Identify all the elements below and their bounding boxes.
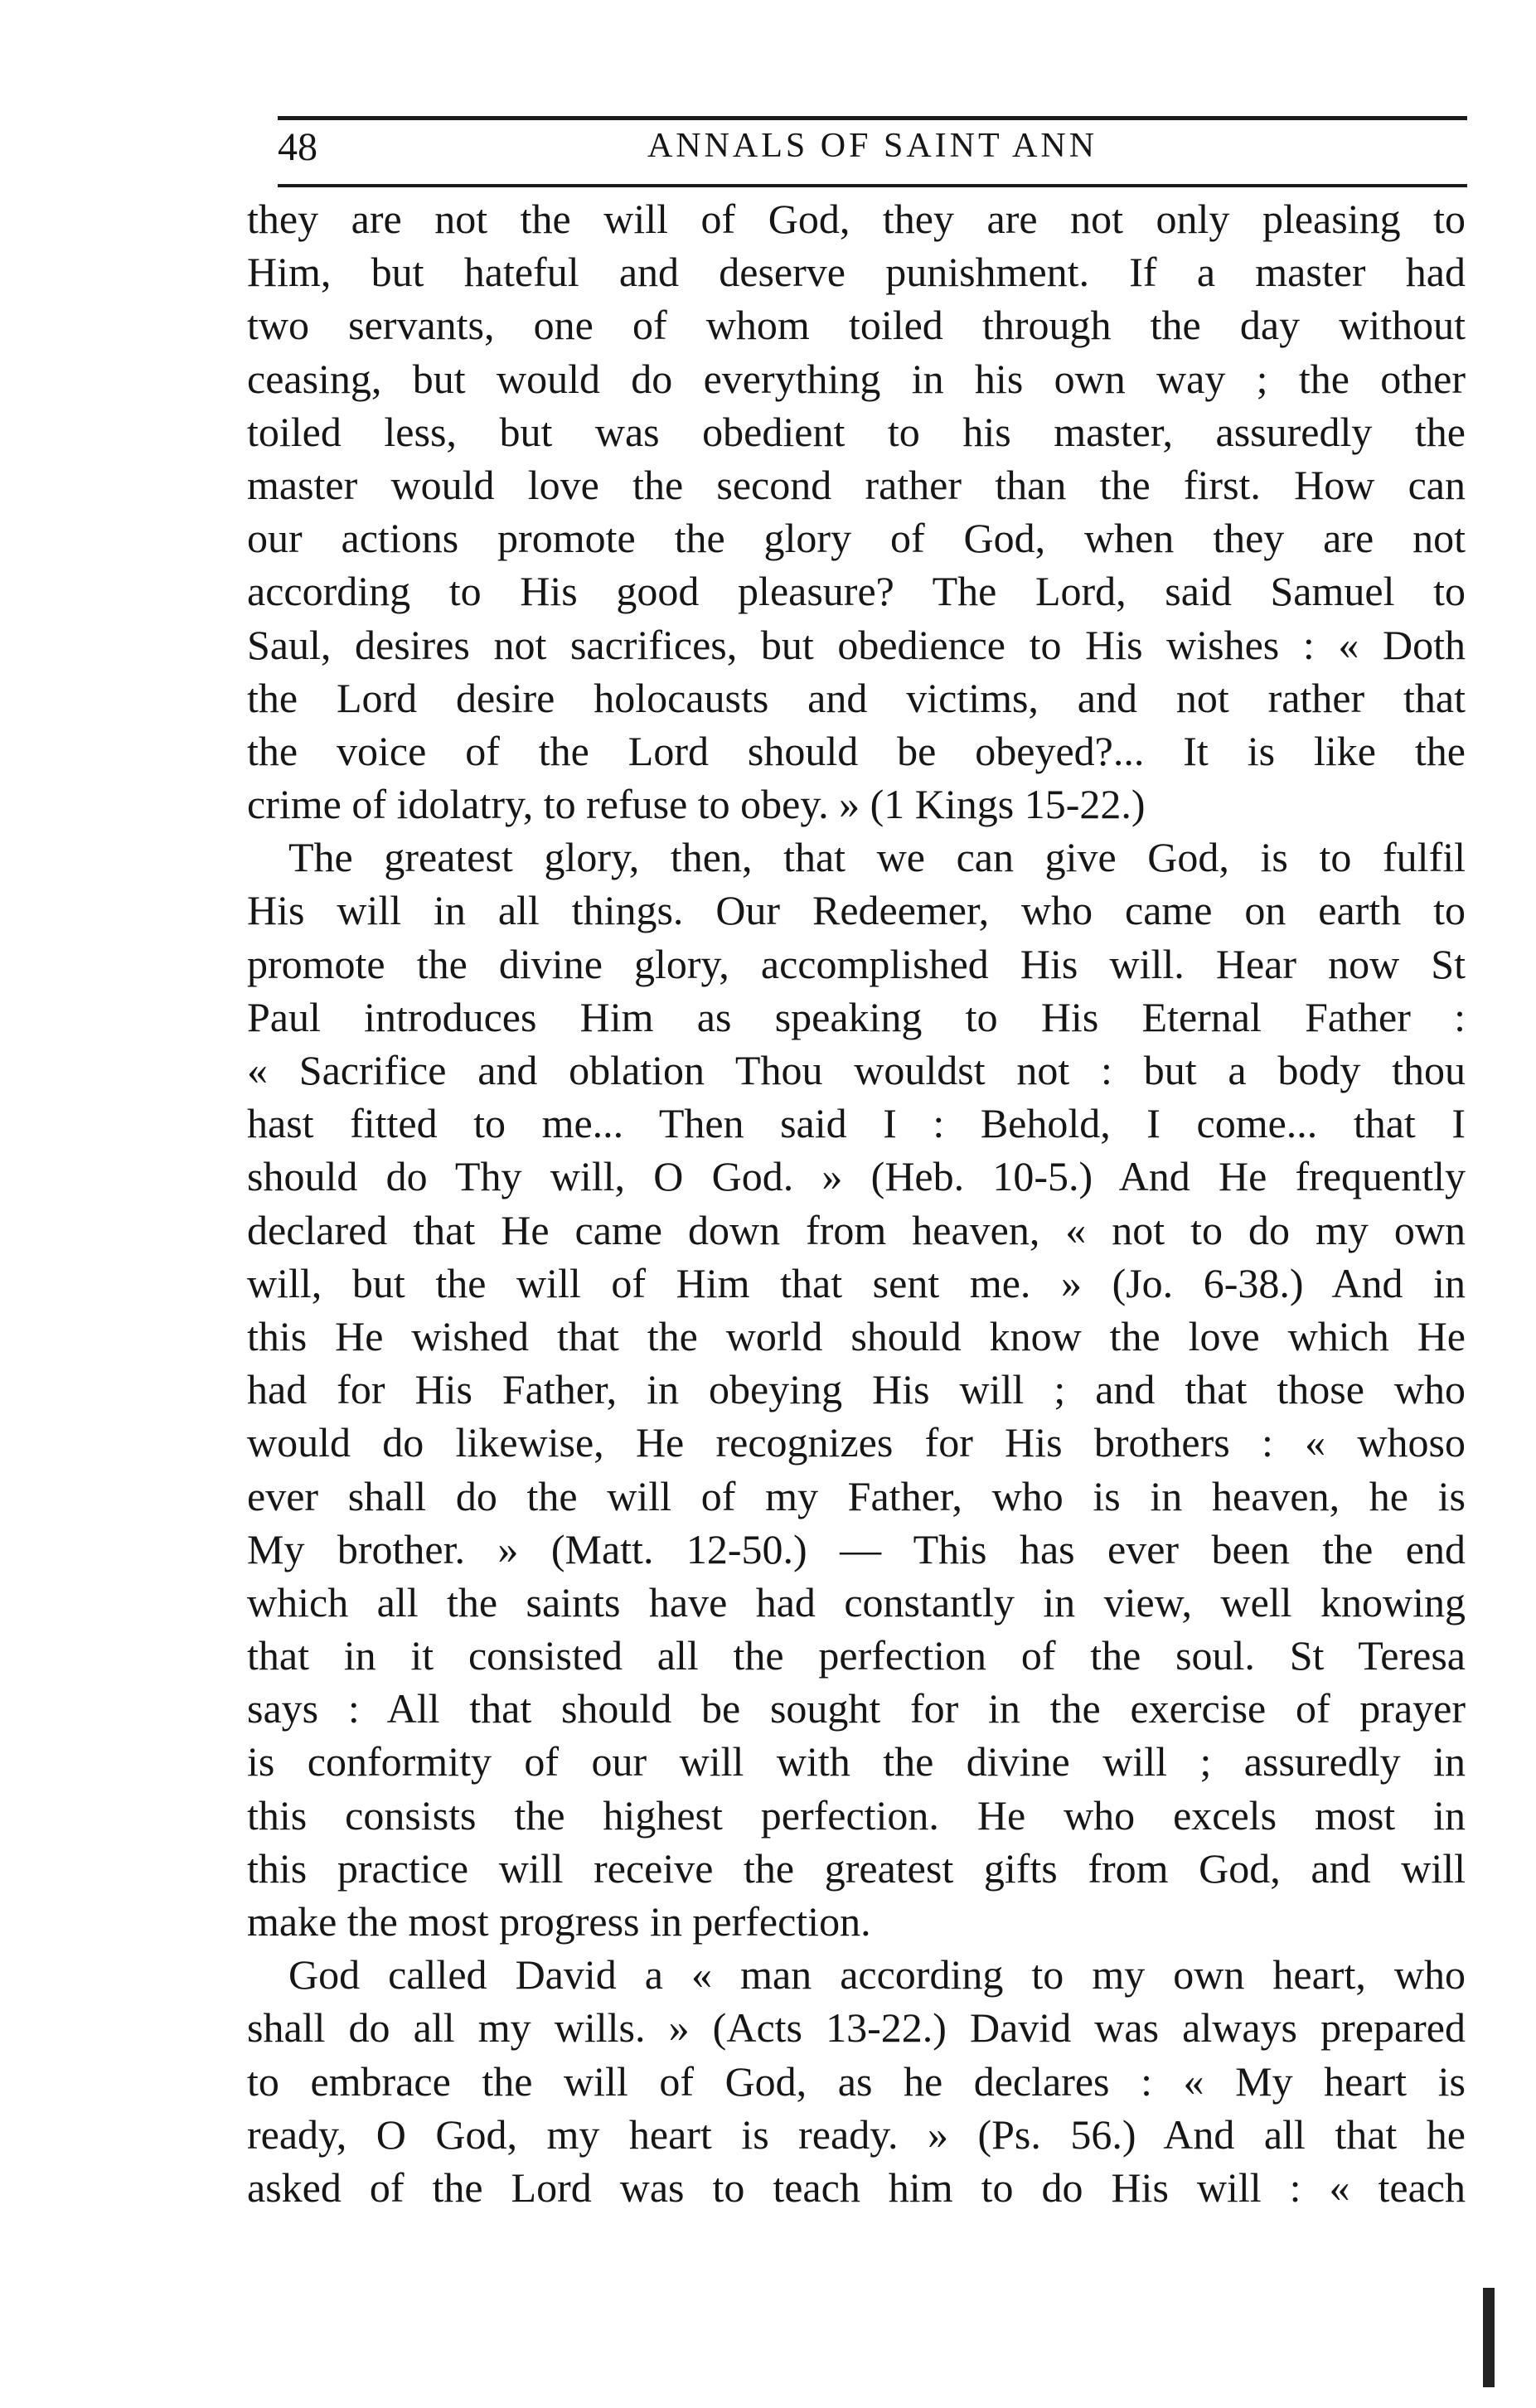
text-line: that in it consisted all the perfection of the soul. St Teresa (247, 1632, 1466, 1679)
text-line: ready, O God, my heart is ready. » (Ps. 56.) And all that he (247, 2110, 1466, 2158)
text-line: crime of idolatry, to refuse to obey. » (1 Kings 15-22.) (247, 781, 1146, 828)
text-line: My brother. » (Matt. 12-50.) — This has ever been the end (247, 1525, 1466, 1572)
text-line: toiled less, but was obedient to his master, assuredly the (247, 408, 1466, 455)
text-line: is conformity of our will with the divine will ; assuredly in (247, 1738, 1466, 1785)
paragraph (247, 1948, 1466, 2214)
text-line: Paul introduces Him as speaking to His Eternal Father : (247, 993, 1466, 1040)
text-line: declared that He came down from heaven, « not to do my own (247, 1206, 1466, 1253)
text-line: says : All that should be sought for in the exercise of prayer (247, 1685, 1466, 1732)
page-body-text (247, 192, 1466, 2214)
scan-edge-artifact (1483, 2288, 1495, 2387)
text-line: ever shall do the will of my Father, who is in heaven, he is (247, 1472, 1466, 1519)
text-line: two servants, one of whom toiled through the day without (247, 302, 1466, 349)
text-line: « Sacrifice and oblation Thou wouldst not : but a body thou (247, 1047, 1466, 1093)
text-line: this He wished that the world should know the love which He (247, 1312, 1466, 1359)
text-line: this consists the highest perfection. He who excels most in (247, 1791, 1466, 1839)
paragraph (247, 831, 1466, 1948)
text-line: make the most progress in perfection. (247, 1898, 871, 1945)
text-line: according to His good pleasure? The Lord, said Samuel to (247, 568, 1466, 615)
text-line: master would love the second rather than the first. How can (247, 461, 1466, 508)
text-line: Him, but hateful and deserve punishment. If a master had (247, 249, 1466, 296)
text-line: God called David a « man according to my own heart, who (288, 1951, 1466, 1999)
text-line: which all the saints have had constantly in view, well knowing (247, 1578, 1466, 1626)
text-line: our actions promote the glory of God, when they are not (247, 515, 1466, 562)
text-line: shall do all my wills. » (Acts 13-22.) David was always prepared (247, 2004, 1466, 2052)
text-line: would do likewise, He recognizes for His brothers : « whoso (247, 1419, 1466, 1466)
page-number: 48 (278, 125, 317, 169)
text-line: will, but the will of Him that sent me. » (Jo. 6-38.) And in (247, 1259, 1466, 1306)
text-line: to embrace the will of God, as he declares : « My heart is (247, 2057, 1466, 2105)
text-line: promote the divine glory, accomplished His will. Hear now St (247, 940, 1466, 987)
text-line: the Lord desire holocausts and victims, and not rather that (247, 674, 1466, 721)
header-bottom-rule (278, 184, 1467, 187)
header-top-rule (278, 116, 1467, 120)
text-line: they are not the will of God, they are not only pleasing to (247, 196, 1466, 242)
text-line: His will in all things. Our Redeemer, who came on earth to (247, 887, 1466, 934)
text-line: asked of the Lord was to teach him to do His will : « teach (247, 2163, 1466, 2211)
text-line: Saul, desires not sacrifices, but obedience to His wishes : « Doth (247, 621, 1466, 668)
text-line: hast fitted to me... Then said I : Behold, I come... that I (247, 1100, 1466, 1147)
text-line: the voice of the Lord should be obeyed?... It is like the (247, 727, 1466, 774)
text-line: should do Thy will, O God. » (Heb. 10-5.) And He frequently (247, 1153, 1466, 1200)
running-title: ANNALS OF SAINT ANN (647, 127, 1098, 165)
text-line: had for His Father, in obeying His will ; and that those who (247, 1366, 1466, 1413)
paragraph (247, 192, 1466, 831)
text-line: The greatest glory, then, that we can give God, is to fulfil (288, 834, 1466, 881)
text-line: ceasing, but would do everything in his own way ; the other (247, 355, 1466, 402)
text-line: this practice will receive the greatest gifts from God, and will (247, 1844, 1466, 1892)
page-header (278, 124, 1467, 179)
